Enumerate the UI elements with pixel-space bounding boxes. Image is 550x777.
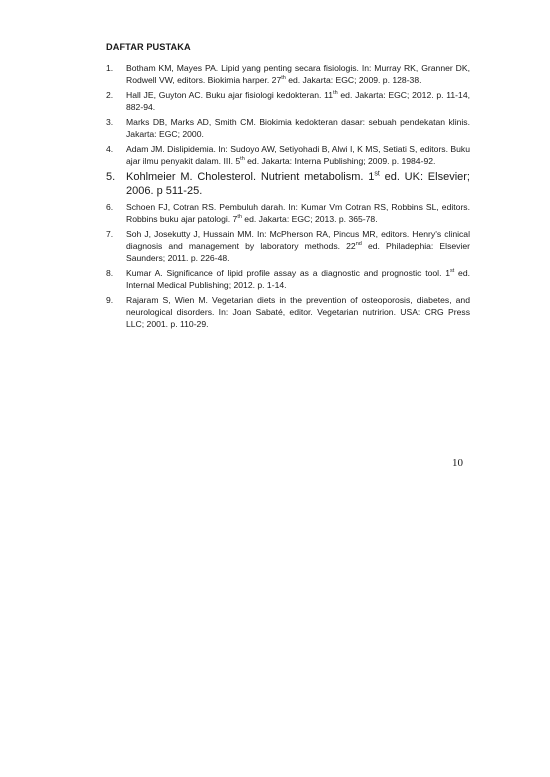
reference-superscript: st (374, 170, 380, 178)
reference-item (106, 143, 470, 167)
reference-number: 9. (106, 295, 114, 305)
reference-item (106, 294, 470, 330)
reference-text (126, 143, 470, 167)
reference-text (126, 62, 470, 86)
reference-text (126, 267, 470, 291)
reference-text-part: Adam JM. Dislipidemia. In: Sudoyo AW, Setiyohadi B, Alwi I, K MS, Setiati S, editors. Buku ajar ilmu penyakit dalam. III. 5 (126, 144, 470, 166)
reference-text-part: Rajaram S, Wien M. Vegetarian diets in the prevention of osteoporosis, diabetes, and neurological disorders. In: Joan Sabaté, editor. Vegetarian nutririon. USA: CRG Press LLC; 2001. p. 110-29. (126, 295, 470, 329)
reference-number: 5. (106, 171, 116, 183)
reference-superscript: th (281, 75, 286, 82)
reference-item (106, 267, 470, 291)
reference-text (126, 294, 470, 330)
reference-item (106, 170, 470, 198)
reference-number: 4. (106, 144, 114, 154)
reference-text-part: ed. Jakarta: EGC; 2013. p. 365-78. (241, 214, 378, 224)
reference-text-part: ed. Jakarta: EGC; 2012. p. 11-14, 882-94. (126, 90, 470, 112)
reference-number: 3. (106, 117, 114, 127)
reference-item (106, 62, 470, 86)
reference-text-part: Schoen FJ, Cotran RS. Pembuluh darah. In: Kumar Vm Cotran RS, Robbins SL, editors. Robbins buku ajar patologi. 7 (126, 202, 470, 224)
reference-text (126, 170, 470, 198)
reference-number: 7. (106, 229, 114, 239)
reference-text-part: Kohlmeier M. Cholesterol. Nutrient metabolism. 1 (126, 171, 375, 183)
reference-text (126, 116, 470, 140)
reference-text-part: ed. Internal Medical Publishing; 2012. p. 1-14. (126, 268, 470, 290)
reference-superscript: th (333, 90, 338, 97)
reference-number: 8. (106, 268, 114, 278)
reference-text-part: Marks DB, Marks AD, Smith CM. Biokimia kedokteran dasar: sebuah pendekatan klinis. Jakarta: EGC; 2000. (126, 117, 470, 139)
reference-text-part: ed. Philadephia: Elsevier Saunders; 2011. p. 226-48. (126, 241, 470, 263)
reference-item (106, 201, 470, 225)
reference-text (126, 228, 470, 264)
reference-number: 6. (106, 202, 114, 212)
reference-text (126, 89, 470, 113)
reference-number: 1. (106, 63, 114, 73)
reference-item (106, 228, 470, 264)
reference-item (106, 89, 470, 113)
reference-list (106, 62, 470, 333)
reference-number: 2. (106, 90, 114, 100)
reference-text-part: ed. UK: Elsevier; 2006. p 511-25. (126, 171, 470, 197)
reference-text-part: Soh J, Josekutty J, Hussain MM. In: McPherson RA, Pincus MR, editors. Henry's clinical diagnosis and management by laboratory methods. 22 (126, 229, 470, 251)
reference-superscript: th (240, 156, 245, 163)
reference-text-part: ed. Jakarta: EGC; 2009. p. 128-38. (285, 75, 422, 85)
reference-text-part: Hall JE, Guyton AC. Buku ajar fisiologi kedokteran. 11 (126, 90, 334, 100)
reference-text-part: ed. Jakarta: Interna Publishing; 2009. p. 1984-92. (244, 156, 436, 166)
reference-text-part: Kumar A. Significance of lipid profile assay as a diagnostic and prognostic tool. 1 (126, 268, 450, 278)
reference-text (126, 201, 470, 225)
page-heading: DAFTAR PUSTAKA (106, 42, 191, 52)
reference-superscript: st (450, 268, 455, 275)
page-number: 10 (452, 457, 463, 469)
reference-text-part: Botham KM, Mayes PA. Lipid yang penting secara fisiologis. In: Murray RK, Granner DK, Rodwell VW, editors. Biokimia harper. 27 (126, 63, 470, 85)
reference-superscript: th (237, 214, 242, 221)
reference-item (106, 116, 470, 140)
reference-superscript: nd (355, 241, 362, 248)
